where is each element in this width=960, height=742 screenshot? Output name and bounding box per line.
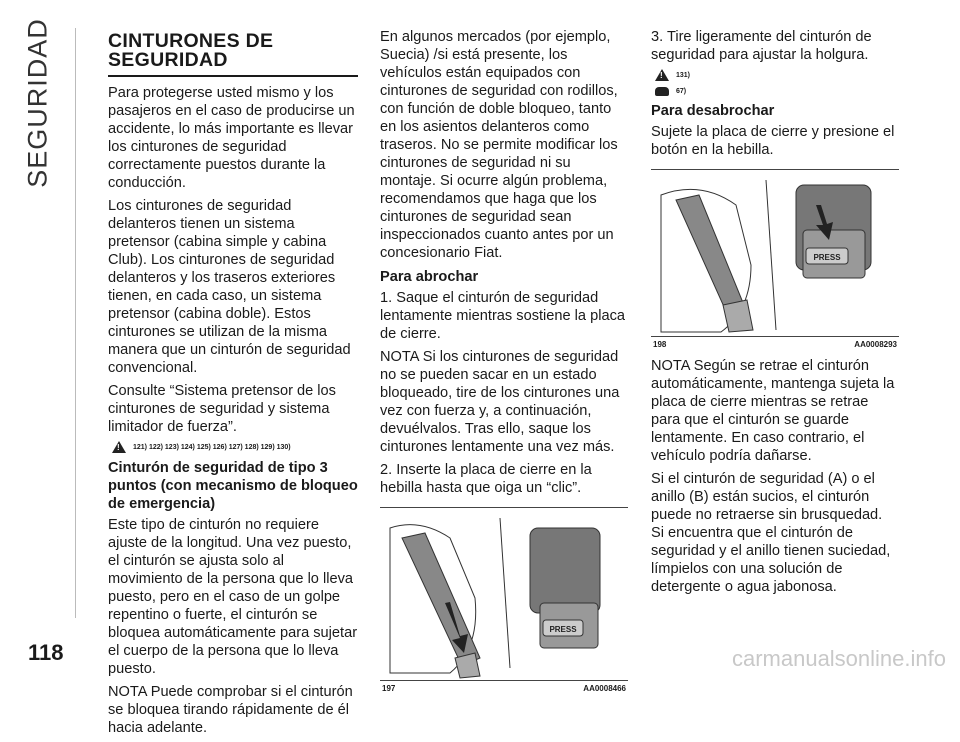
section-label: SEGURIDAD: [22, 18, 53, 188]
column-2: [380, 28, 628, 693]
press-label: PRESS: [813, 253, 841, 262]
paragraph: Si el cinturón de seguridad (A) o el anillo (B) están sucios, el cinturón puede no retraerse sin brusquedad. Si encuentra que el cinturón de seguridad y el anillo tienen suciedad, límpielos con una solución de detergente o agua jabonosa.: [651, 471, 891, 595]
paragraph: En algunos mercados (por ejemplo, Suecia) /si está presente, los vehículos están equipados con cinturones de seguridad con rodillos, con función de doble bloqueo, tanto en los asientos delanteros como traseros. No se permite modificar los cinturones de seguridad ni su montaje. Si ocurre algún problema, recomendamos que haga que los cinturones de seguridad sean inspeccionados cuanto antes por un concesionario Fiat.: [380, 29, 618, 261]
figure-number: 198: [653, 340, 667, 349]
warning-reference: ! 121) 122) 123) 124) 125) 126) 127) 128) 129) 130): [112, 441, 358, 453]
column-1: [108, 28, 358, 742]
figure-197: [380, 507, 628, 681]
section-heading: Cinturón de seguridad de tipo 3 puntos (con mecanismo de bloqueo de emergencia): [108, 460, 358, 512]
page-number: 118: [28, 640, 64, 665]
section-divider: [75, 28, 76, 618]
figure-198: [651, 169, 899, 337]
paragraph: Consulte “Sistema pretensor de los cinturones de seguridad y sistema limitador de fuerza”.: [108, 383, 336, 435]
figure-number: 197: [382, 684, 396, 693]
paragraph: 1. Saque el cinturón de seguridad lentamente mientras sostiene la placa de cierre.: [380, 290, 625, 342]
vehicle-icon: [655, 87, 669, 96]
warning-reference: ! 131): [655, 69, 899, 81]
seatbelt-unfasten-illustration: [651, 170, 899, 336]
paragraph: NOTA Si los cinturones de seguridad no se pueden sacar en un estado bloqueado, tire de los cinturones una vez con fuerza y, a continuación, devuélvalos. Tras ello, saque los cinturones lentamente una vez más.: [380, 349, 620, 455]
figure-code: AA0008293: [854, 340, 897, 349]
page-title: CINTURONES DE SEGURIDAD: [108, 30, 274, 71]
paragraph: Para protegerse usted mismo y los pasajeros en el caso de producirse un accidente, lo más importante es llevar los cinturones de seguridad correctamente puestos durante la conducción.: [108, 85, 355, 191]
paragraph: Sujete la placa de cierre y presione el botón en la hebilla.: [651, 124, 895, 158]
paragraph: 2. Inserte la placa de cierre en la hebilla hasta que oiga un “clic”.: [380, 462, 592, 496]
paragraph: Este tipo de cinturón no requiere ajuste de la longitud. Una vez puesto, el cinturón se ajusta solo al movimiento de la persona que lo lleva puesto, pero en el caso de un golpe repentino o fuerte, el cinturón se bloquea automáticamente para sujetar el cuerpo de la persona que lo lleva puesto.: [108, 517, 358, 677]
warning-icon: [112, 441, 126, 453]
section-heading: Para abrochar: [380, 269, 479, 285]
paragraph: NOTA Puede comprobar si el cinturón se bloquea tirando rápidamente de él hacia adelante.: [108, 684, 353, 736]
paragraph: Los cinturones de seguridad delanteros tienen un sistema pretensor (cabina simple y cabina Club). Los cinturones de seguridad delanteros y los traseros exteriores tienen, en cada caso, un sistema pretensor (cabina doble). Estos cinturones se utilizan de la misma manera que un cinturón de seguridad convencional.: [108, 198, 351, 376]
column-3: [651, 28, 899, 601]
figure-caption: [651, 337, 899, 349]
seatbelt-fasten-illustration: [380, 508, 628, 680]
title-rule: [108, 75, 358, 77]
paragraph: 3. Tire ligeramente del cinturón de seguridad para ajustar la holgura.: [651, 29, 872, 63]
press-label: PRESS: [549, 625, 577, 634]
caution-reference: 67): [655, 87, 899, 96]
figure-code: AA0008466: [583, 684, 626, 693]
paragraph: NOTA Según se retrae el cinturón automáticamente, mantenga sujeta la placa de cierre mientras se retrae para que el cinturón se guarde lentamente. En caso contrario, el vehículo podría dañarse.: [651, 358, 895, 464]
section-heading: Para desabrochar: [651, 103, 775, 119]
figure-caption: [380, 681, 628, 693]
warning-icon: [655, 69, 669, 81]
watermark: carmanualsonline.info: [731, 646, 946, 671]
